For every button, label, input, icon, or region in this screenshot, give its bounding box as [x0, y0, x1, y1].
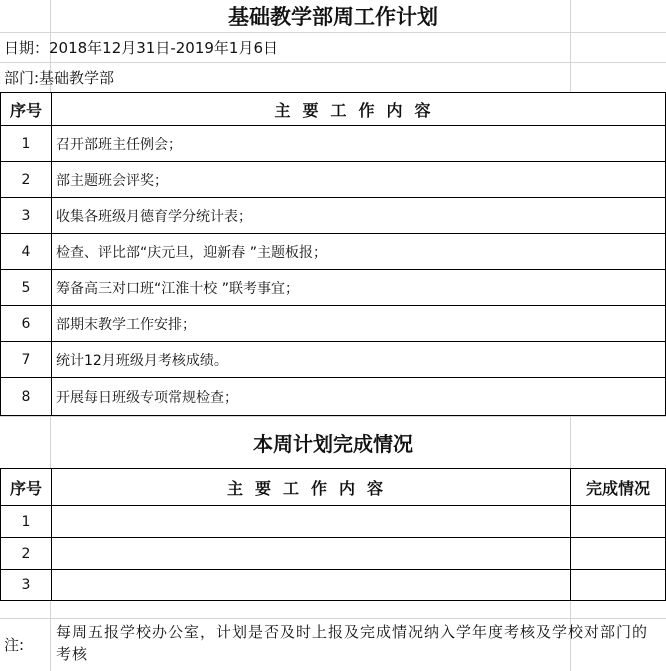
page-title: 基础教学部周工作计划	[228, 5, 438, 29]
row-status-cell[interactable]	[570, 537, 666, 570]
row-content: 部期末教学工作安排；	[51, 305, 666, 342]
row-number: 2	[0, 537, 52, 570]
row-number: 4	[0, 233, 52, 270]
row-content: 召开部班主任例会；	[51, 125, 666, 162]
row-content-cell[interactable]	[51, 505, 571, 538]
row-content: 筹备高三对口班“江淮十校 ”联考事宜；	[51, 269, 666, 306]
row-content: 开展每日班级专项常规检查；	[51, 377, 666, 416]
row-number: 2	[0, 161, 52, 198]
row-number: 6	[0, 305, 52, 342]
completion-header-num: 序号	[0, 468, 52, 506]
row-number: 3	[0, 197, 52, 234]
row-number: 5	[0, 269, 52, 306]
completion-header-content: 主要工作内容	[51, 468, 571, 506]
note-text: 每周五报学校办公室，计划是否及时上报及完成情况纳入学年度考核及学校对部门的考核	[56, 623, 649, 663]
row-number: 3	[0, 569, 52, 601]
row-content: 部主题班会评奖；	[51, 161, 666, 198]
row-content: 收集各班级月德育学分统计表；	[51, 197, 666, 234]
row-content: 统计12月班级月考核成绩。	[51, 341, 666, 378]
row-status-cell[interactable]	[570, 505, 666, 538]
department-line: 部门:基础教学部	[4, 68, 115, 87]
row-status-cell[interactable]	[570, 569, 666, 601]
row-number: 8	[0, 377, 52, 416]
row-content: 检查、评比部“庆元旦，迎新春 ”主题板报；	[51, 233, 666, 270]
row-number: 7	[0, 341, 52, 378]
plan-header-num: 序号	[0, 92, 52, 126]
gridline	[0, 618, 666, 619]
row-number: 1	[0, 125, 52, 162]
plan-header-content: 主要工作内容	[51, 92, 666, 126]
completion-title: 本周计划完成情况	[253, 431, 413, 456]
completion-header-status: 完成情况	[570, 468, 666, 506]
row-content-cell[interactable]	[51, 569, 571, 601]
row-number: 1	[0, 505, 52, 538]
row-content-cell[interactable]	[51, 537, 571, 570]
date-line: 日期：2018年12月31日-2019年1月6日	[4, 38, 279, 57]
note-label: 注:	[4, 636, 25, 654]
